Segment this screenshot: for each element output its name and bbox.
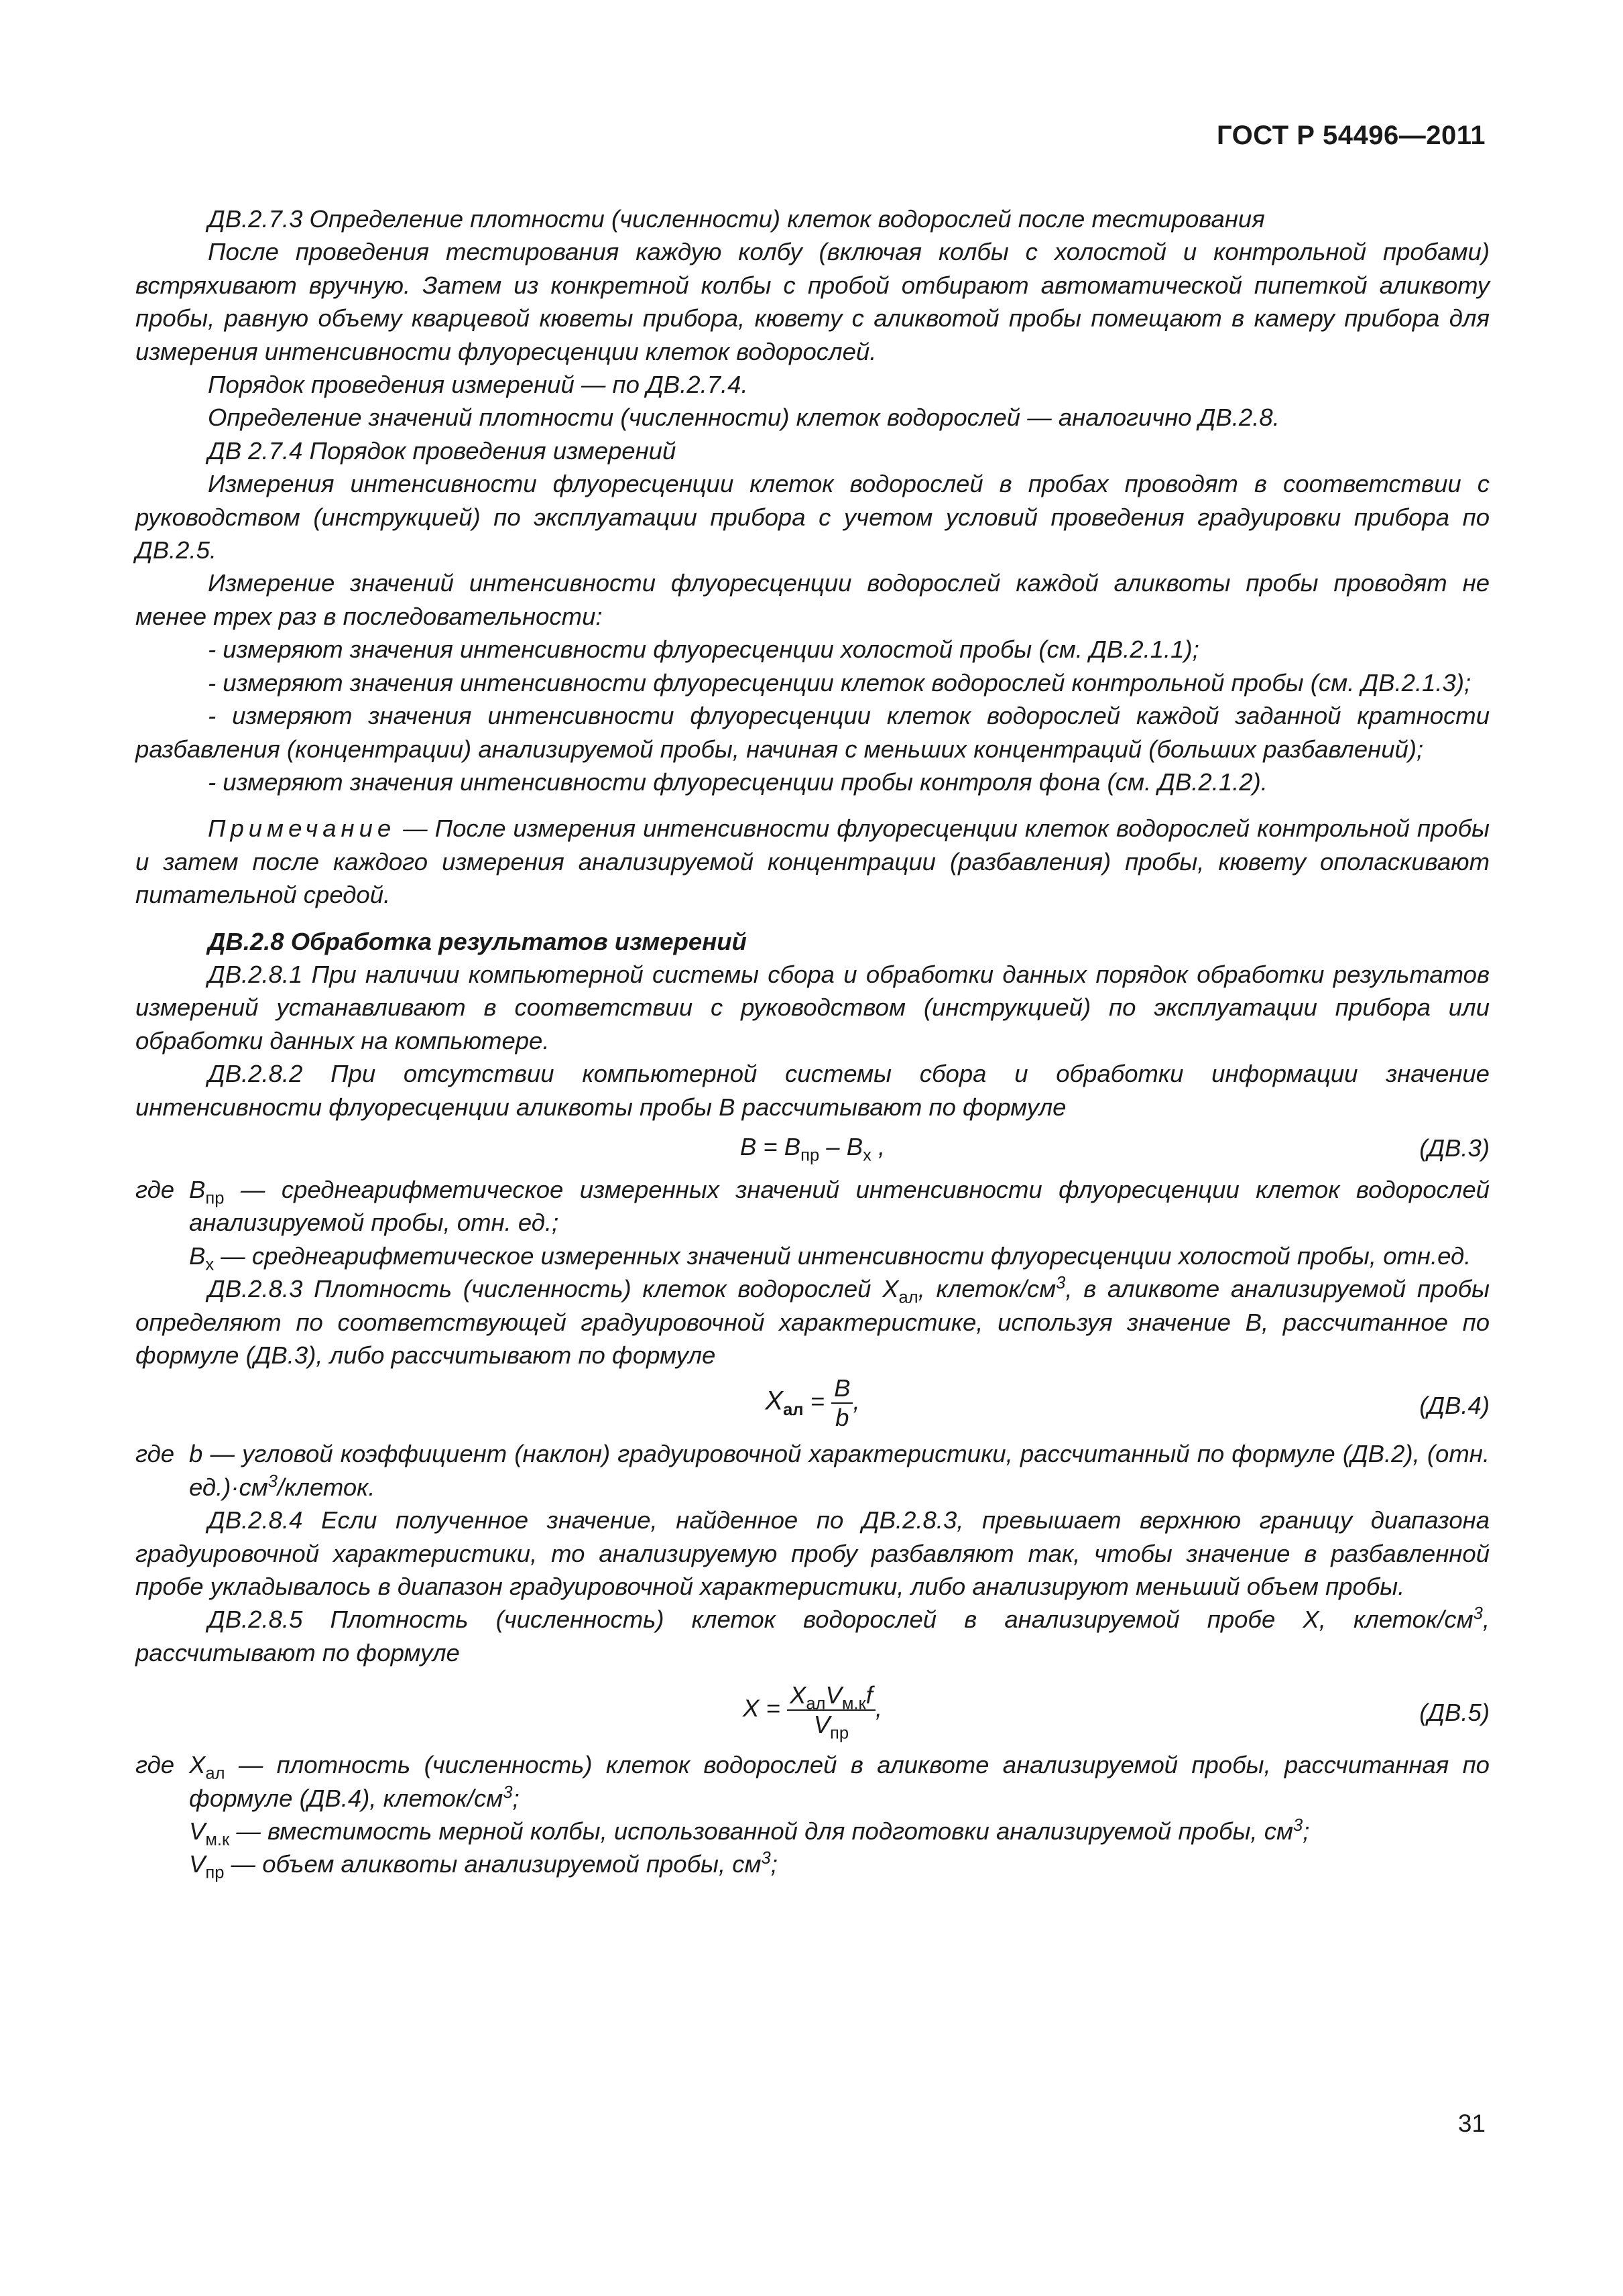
spacer bbox=[135, 798, 1490, 812]
paragraph: ДВ.2.8.2 При отсутствии компьютерной системы сбора и обработки информации значение интенсивности флуоресценции аликвоты пробы В рассчитывают по формуле bbox=[135, 1060, 1490, 1121]
paragraph: После проведения тестирования каждую колбу (включая колбы с холостой и контрольной пробами) встряхивают вручную. Затем из конкретной колбы с пробой отбирают автоматической пипеткой аликвоту пробы, равную объему кварцевой кюветы прибора, кювету с аликвотой пробы помещают в камеру прибора для измерения интенсивности флуоресценции клеток водорослей. bbox=[135, 238, 1490, 365]
formula-expression: $В = В_{пр} - В_x$ , bbox=[739, 1132, 886, 1165]
where-item: где $X_{ал}$ — плотность (численность) клеток водорослей в аликвоте анализируемой пробы, рассчитанная по формуле (ДВ.4), клеток/$см^3$; bbox=[135, 1748, 1490, 1815]
fraction: $\frac{B}{b}$ bbox=[831, 1374, 853, 1432]
where-label: где bbox=[135, 1751, 175, 1779]
where-block bbox=[135, 1437, 1490, 1504]
list-item: - измеряют значения интенсивности флуоресценции клеток водорослей каждой заданной кратности разбавления (концентрации) анализируемой пробы, начиная с меньших концентраций (больших разбавлений); bbox=[135, 702, 1490, 763]
paragraph: ДВ.2.8.4 Если полученное значение, найденное по ДВ.2.8.3, превышает верхнюю границу диапазона градуировочной характеристики, то анализируемую пробу разбавляют так, чтобы значение в разбавленной пробе укладывалось в диапазон градуировочной характеристики, либо анализируют меньший объем пробы. bbox=[135, 1506, 1490, 1601]
paragraph: ДВ.2.7.3 Определение плотности (численности) клеток водорослей после тестирования bbox=[208, 205, 1265, 233]
list-item: - измеряют значения интенсивности флуоресценции холостой пробы (см. ДВ.2.1.1); bbox=[208, 636, 1199, 664]
formula-number: (ДВ.5) bbox=[1419, 1699, 1490, 1727]
where-label: где bbox=[135, 1175, 175, 1203]
paragraph: Измерения интенсивности флуоресценции клеток водорослей в пробах проводят в соответствии с руководством (инструкцией) по эксплуатации прибора с учетом условий проведения градуировки прибора по ДВ.2.5. bbox=[135, 470, 1490, 564]
paragraph: ДВ.2.8.5 Плотность (численность) клеток водорослей в анализируемой пробе X, клеток/$см^3$, рассчитывают по формуле bbox=[135, 1604, 1490, 1667]
section-heading: ДВ.2.8 Обработка результатов измерений bbox=[208, 927, 747, 955]
where-item: где b — угловой коэффициент (наклон) градуировочной характеристики, рассчитанный по формуле (ДВ.2), (отн. $ед.)\cdot см^3$/клеток. bbox=[135, 1437, 1490, 1504]
where-item: $В_х$ — среднеарифметическое измеренных значений интенсивности флуоресценции холостой пробы, отн.ед. bbox=[189, 1242, 1471, 1274]
paragraph: Определение значений плотности (численности) клеток водорослей — аналогично ДВ.2.8. bbox=[208, 404, 1280, 432]
where-item: где $В_{пр}$ — среднеарифметическое измеренных значений интенсивности флуоресценции клеток водорослей анализируемой пробы, отн. ед.; bbox=[135, 1173, 1490, 1240]
paragraph: ДВ.2.8.1 При наличии компьютерной системы сбора и обработки данных порядок обработки результатов измерений устанавливают в соответствии с руководством (инструкцией) по эксплуатации прибора или обработки данных на компьютере. bbox=[135, 960, 1490, 1054]
formula-dv5 bbox=[135, 1669, 1490, 1748]
where-block bbox=[135, 1173, 1490, 1272]
formula-dv3 bbox=[135, 1124, 1490, 1173]
formula-expression: $X_{ал}$ = $\frac{B}{b}$ , bbox=[765, 1374, 860, 1432]
formula-number: (ДВ.3) bbox=[1419, 1134, 1490, 1162]
where-item: $V_{м.к}$ — вместимость мерной колбы, использованной для подготовки анализируемой пробы, $см^3$; bbox=[189, 1815, 1310, 1850]
where-block bbox=[135, 1748, 1490, 1881]
where-item: $V_{пр}$ — объем аликвоты анализируемой пробы, $см^3$; bbox=[189, 1849, 778, 1882]
note-label: Примечание bbox=[208, 814, 396, 843]
fraction: $\frac{X_{ал}V_{м.к}f}{V_{пр}}$ bbox=[787, 1681, 876, 1739]
formula-expression: X = $\frac{X_{ал}V_{м.к}f}{V_{пр}}$ , bbox=[743, 1681, 882, 1743]
spacer bbox=[135, 912, 1490, 925]
formula-dv4 bbox=[135, 1372, 1490, 1437]
paragraph: Измерение значений интенсивности флуоресценции водорослей каждой аликвоты пробы проводят не менее трех раз в последовательности: bbox=[135, 569, 1490, 630]
paragraph: ДВ 2.7.4 Порядок проведения измерений bbox=[208, 436, 676, 465]
page-number: 31 bbox=[1457, 2110, 1486, 2137]
note bbox=[135, 812, 1490, 911]
paragraph: ДВ.2.8.3 Плотность (численность) клеток водорослей $X_{ал}$, клеток/$см^3$, в аликвоте анализируемой пробы определяют по соответствующей градуировочной характеристике, используя значение В, рассчитанное по формуле (ДВ.3), либо рассчитывают по формуле bbox=[135, 1274, 1490, 1369]
list-item: - измеряют значения интенсивности флуоресценции клеток водорослей контрольной пробы (см. ДВ.2.1.3); bbox=[208, 668, 1471, 697]
where-label: где bbox=[135, 1440, 175, 1468]
standard-header: ГОСТ Р 54496—2011 bbox=[1217, 121, 1486, 150]
paragraph: Порядок проведения измерений — по ДВ.2.7.4. bbox=[208, 371, 748, 399]
document-body bbox=[135, 202, 1490, 1881]
note-text: — После измерения интенсивности флуоресценции клеток водорослей контрольной пробы и затем после каждого измерения анализируемой концентрации (разбавления) пробы, кювету ополаскивают питательной средой. bbox=[135, 814, 1490, 909]
formula-number: (ДВ.4) bbox=[1419, 1392, 1490, 1420]
list-item: - измеряют значения интенсивности флуоресценции пробы контроля фона (см. ДВ.2.1.2). bbox=[208, 768, 1268, 796]
